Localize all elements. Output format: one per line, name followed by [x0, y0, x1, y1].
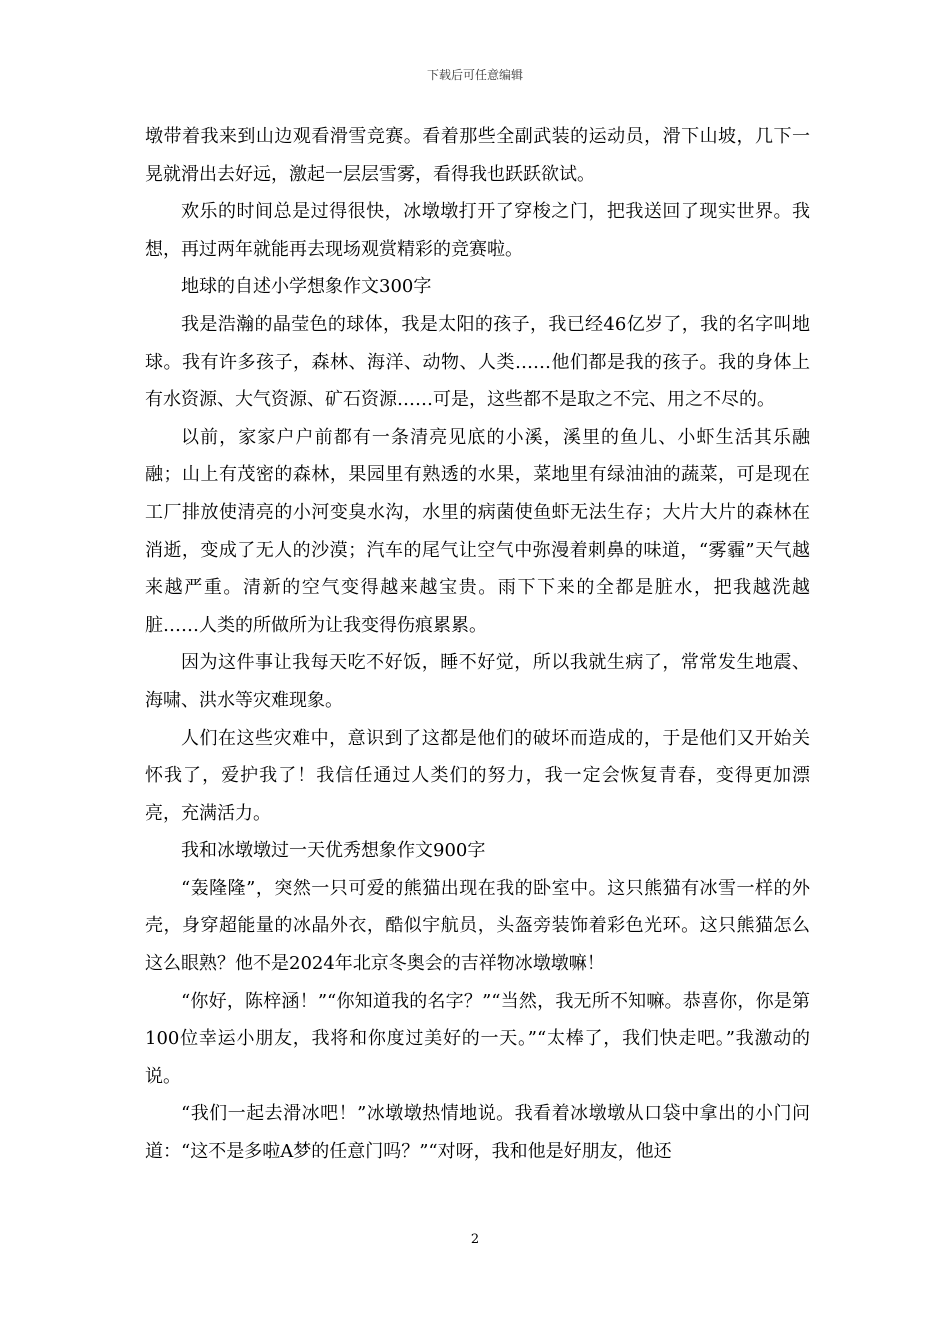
paragraph: 因为这件事让我每天吃不好饭，睡不好觉，所以我就生病了，常常发生地震、海啸、洪水等灾难现象。	[145, 652, 810, 711]
paragraph: 人们在这些灾难中，意识到了这都是他们的破坏而造成的，于是他们又开始关怀我了，爱护我了！我信任通过人类们的努力，我一定会恢复青春，变得更加漂亮，充满活力。	[145, 727, 810, 824]
page-number: 2	[470, 1232, 480, 1247]
paragraph: “轰隆隆”，突然一只可爱的熊猫出现在我的卧室中。这只熊猫有冰雪一样的外壳，身穿超能量的冰晶外衣，酷似宇航员，头盔旁装饰着彩色光环。这只熊猫怎么这么眼熟？他不是2024年北京冬奥会的吉祥物冰墩墩嘛！	[145, 877, 810, 975]
document-body	[145, 118, 810, 1171]
page-header: 下载后可任意编辑	[426, 68, 523, 82]
paragraph: “你好，陈梓涵！”“你知道我的名字？”“当然，我无所不知嘛。恭喜你，你是第100位幸运小朋友，我将和你度过美好的一天。”“太棒了，我们快走吧。”我激动的说。	[145, 990, 810, 1087]
paragraph: 以前，家家户户前都有一条清亮见底的小溪，溪里的鱼儿、小虾生活其乐融融；山上有茂密的森林，果园里有熟透的水果，菜地里有绿油油的蔬菜，可是现在工厂排放使清亮的小河变臭水沟，水里的病菌使鱼虾无法生存；大片大片的森林在消逝，变成了无人的沙漠；汽车的尾气让空气中弥漫着刺鼻的味道，“雾霾”天气越来越严重。清新的空气变得越来越宝贵。雨下下来的全都是脏水，把我越洗越脏……人类的所做所为让我变得伤痕累累。	[145, 426, 810, 636]
section-title: 我和冰墩墩过一天优秀想象作文900字	[181, 840, 486, 862]
paragraph: 墩带着我来到山边观看滑雪竞赛。看着那些全副武装的运动员，滑下山坡，几下一晃就滑出去好远，激起一层层雪雾，看得我也跃跃欲试。	[145, 126, 810, 185]
section-title: 地球的自述小学想象作文300字	[181, 276, 432, 298]
paragraph: 欢乐的时间总是过得很快，冰墩墩打开了穿梭之门，把我送回了现实世界。我想，再过两年就能再去现场观赏精彩的竞赛啦。	[145, 201, 810, 260]
paragraph: “我们一起去滑冰吧！”冰墩墩热情地说。我看着冰墩墩从口袋中拿出的小门问道：“这不是多啦A梦的任意门吗？”“对呀，我和他是好朋友，他还	[145, 1103, 810, 1163]
paragraph: 我是浩瀚的晶莹色的球体，我是太阳的孩子，我已经46亿岁了，我的名字叫地球。我有许多孩子，森林、海洋、动物、人类……他们都是我的孩子。我的身体上有水资源、大气资源、矿石资源……可是，这些都不是取之不完、用之不尽的。	[145, 313, 810, 411]
